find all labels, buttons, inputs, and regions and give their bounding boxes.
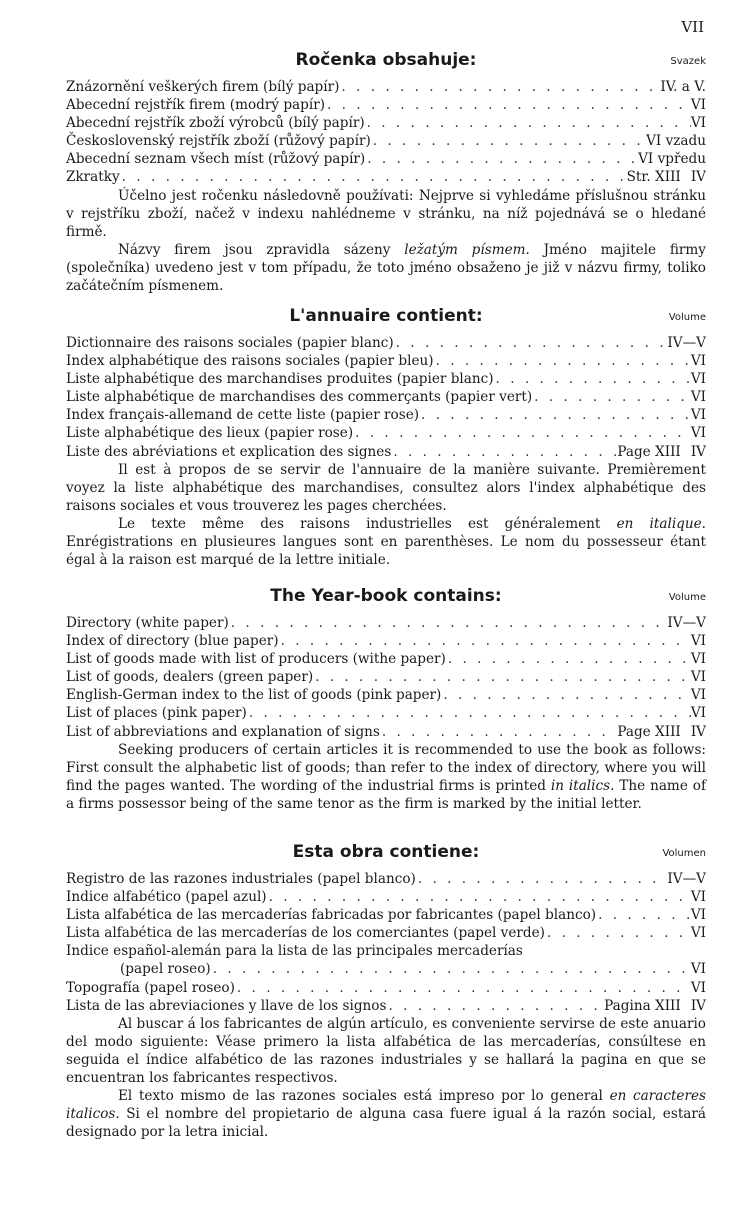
entry-ref: VI vpředu <box>638 151 706 168</box>
volume-label: Svazek <box>670 56 706 67</box>
entry-row <box>66 168 706 186</box>
entry-text: Index of directory (blue paper) <box>66 633 279 650</box>
section-header <box>66 586 706 612</box>
entry-row <box>66 614 706 632</box>
entry-ref: IV <box>690 169 706 186</box>
entry-text: Československý rejstřík zboží (růžový papír) <box>66 133 371 150</box>
entry-ref: VI <box>690 925 706 942</box>
leader-dots <box>386 997 604 1015</box>
entry-list <box>66 870 706 1015</box>
entry-text: Znázornění veškerých firem (bílý papír) <box>66 79 340 95</box>
entry-text: Index alphabétique des raisons sociales (papier bleu) <box>66 353 434 370</box>
entry-ref: VI <box>690 407 706 424</box>
entry-page: Str. XIII <box>626 169 681 186</box>
entry-list <box>66 334 706 461</box>
entry-ref: VI <box>690 907 706 924</box>
entry-row <box>66 723 706 741</box>
leader-dots <box>545 924 691 942</box>
leader-dots <box>365 150 638 168</box>
entry-page: Page XIII <box>617 443 681 460</box>
section-2 <box>66 586 706 813</box>
entry-row <box>66 406 706 424</box>
instruction-paragraph: Il est à propos de se servir de l'annuaire de la manière suivante. Premièrement voyez la liste alphabétique des marchandises, consultez alors l'index alphabétique des raisons sociales et vous trouverez les pages cherchées. <box>66 461 706 514</box>
section-1 <box>66 306 706 569</box>
instruction-paragraph: Le texte même des raisons industrielles est généralement en italique. Enrégistrations en plusieures langues sont en parenthèses. Le nom du possesseur étant égal à la raison est marqué de la lettre initiale. <box>66 515 706 569</box>
entry-list <box>66 614 706 741</box>
entry-text: Liste des abréviations et explication des signes <box>66 443 392 460</box>
leader-dots <box>391 443 617 461</box>
entry-row <box>66 78 706 96</box>
section-title: Esta obra contiene: <box>292 842 480 862</box>
entry-ref: IV—V <box>667 615 706 631</box>
leader-dots <box>380 723 617 741</box>
entry-ref: VI <box>690 97 706 114</box>
entry-row <box>66 114 706 132</box>
leader-dots <box>325 96 691 114</box>
leader-dots <box>434 352 691 370</box>
instruction-paragraph: Názvy firem jsou zpravidla sázeny ležatým písmem. Jméno majitele firmy (společníka) uvedeno jest v tom případu, že toto jméno obsaženo je již v názvu firmy, toliko začátečním písmenem. <box>66 241 706 295</box>
entry-ref: VI <box>690 979 706 996</box>
section-title: Ročenka obsahuje: <box>295 50 477 70</box>
entry-row <box>66 424 706 442</box>
entry-text: List of goods made with list of producers (withe paper) <box>66 651 446 668</box>
entry-text: Index français-allemand de cette liste (papier rose) <box>66 407 420 424</box>
entry-ref: IV <box>690 723 706 740</box>
leader-dots <box>446 650 691 668</box>
entry-text: Indice español-alemán para la lista de las principales mercaderías <box>66 943 523 960</box>
entry-text: Zkratky <box>66 169 120 186</box>
entry-ref: VI <box>690 371 706 388</box>
leader-dots <box>120 168 627 186</box>
entry-row <box>66 924 706 942</box>
section-title: The Year-book contains: <box>270 586 502 606</box>
entry-row <box>66 632 706 650</box>
entry-row <box>66 686 706 704</box>
entry-text: Lista de las abreviaciones y llave de los signos <box>66 997 387 1014</box>
page-number: VII <box>681 18 704 36</box>
leader-dots <box>247 704 691 722</box>
leader-dots <box>365 114 691 132</box>
leader-dots <box>532 388 691 406</box>
section-header <box>66 306 706 332</box>
leader-dots <box>494 370 691 388</box>
entry-text: Liste alphabétique de marchandises des commerçants (papier vert) <box>66 389 533 406</box>
entry-ref: IV <box>690 997 706 1014</box>
entry-text: Directory (white paper) <box>66 615 229 631</box>
entry-text: Topografía (papel roseo) <box>66 979 235 996</box>
leader-dots <box>371 132 646 150</box>
italic-text: en caracteres italicos. <box>66 1088 706 1123</box>
italic-text: in italics. <box>550 777 615 794</box>
volume-label: Volume <box>668 312 706 323</box>
entry-ref: VI <box>690 651 706 668</box>
entry-ref: VI vzadu <box>646 133 706 150</box>
entry-row <box>66 668 706 686</box>
leader-dots <box>441 686 690 704</box>
entry-row <box>66 870 706 888</box>
entry-row <box>66 388 706 406</box>
leader-dots <box>419 406 691 424</box>
section-header <box>66 842 706 868</box>
entry-page: Page XIII <box>617 723 681 740</box>
entry-row <box>66 704 706 722</box>
entry-ref: VI <box>690 687 706 704</box>
leader-dots <box>394 334 668 352</box>
leader-dots <box>596 906 691 924</box>
leader-dots <box>416 870 668 888</box>
entry-ref: VI <box>690 425 706 442</box>
entry-row <box>66 997 706 1015</box>
entry-text: Liste alphabétique des lieux (papier rose) <box>66 425 354 442</box>
entry-ref: VI <box>690 115 706 132</box>
entry-row <box>66 150 706 168</box>
instruction-paragraph: Al buscar á los fabricantes de algún artículo, es conveniente servirse de este anuario del modo siguiente: Véase primero la lista alfabética de las mercaderías, consúltese en seguida el índice alfabético de las razones industriales y se hallará la pagina en que se encuentran los fabricantes respectivos. <box>66 1015 706 1087</box>
entry-ref: VI <box>690 353 706 370</box>
leader-dots <box>353 424 691 442</box>
entry-text: Dictionnaire des raisons sociales (papier blanc) <box>66 335 394 351</box>
volume-label: Volume <box>668 592 706 603</box>
entry-text: Lista alfabética de las mercaderías fabricadas por fabricantes (papel blanco) <box>66 907 597 924</box>
entry-text: List of abbreviations and explanation of signs <box>66 723 380 740</box>
entry-row <box>66 352 706 370</box>
entry-ref: IV. a V. <box>660 79 706 95</box>
entry-ref: VI <box>690 389 706 406</box>
leader-dots <box>211 960 691 978</box>
entry-text: (papel roseo) <box>120 961 211 978</box>
entry-ref: IV—V <box>667 335 706 351</box>
entry-text: Abecední rejstřík zboží výrobců (bílý papír) <box>66 115 365 132</box>
entry-text: Abecední rejstřík firem (modrý papír) <box>66 97 326 114</box>
entry-ref: VI <box>690 889 706 906</box>
entry-row <box>66 132 706 150</box>
section-3 <box>66 842 706 1141</box>
entry-text: Registro de las razones industriales (papel blanco) <box>66 871 416 887</box>
entry-row <box>66 906 706 924</box>
leader-dots <box>229 614 668 632</box>
entry-ref: VI <box>690 633 706 650</box>
entry-row <box>66 942 706 960</box>
entry-row <box>66 443 706 461</box>
entry-row <box>66 888 706 906</box>
entry-text: Lista alfabética de las mercaderías de los comerciantes (papel verde) <box>66 925 545 942</box>
entry-list <box>66 78 706 187</box>
entry-text: English-German index to the list of goods (pink paper) <box>66 687 442 704</box>
entry-text: List of places (pink paper) <box>66 705 247 722</box>
entry-row <box>66 960 706 978</box>
entry-text: Abecední seznam všech míst (růžový papír) <box>66 151 366 168</box>
entry-text: Indice alfabético (papel azul) <box>66 889 267 906</box>
leader-dots <box>235 979 691 997</box>
entry-row <box>66 979 706 997</box>
entry-ref: IV <box>690 443 706 460</box>
leader-dots <box>279 632 691 650</box>
entry-ref: IV—V <box>667 871 706 887</box>
leader-dots <box>313 668 691 686</box>
entry-row <box>66 334 706 352</box>
volume-label: Volumen <box>662 848 706 859</box>
entry-row <box>66 650 706 668</box>
entry-row <box>66 370 706 388</box>
entry-ref: VI <box>690 705 706 722</box>
italic-text: ležatým písmem. <box>404 241 530 258</box>
section-header <box>66 50 706 76</box>
entry-text: List of goods, dealers (green paper) <box>66 669 314 686</box>
entry-row <box>66 96 706 114</box>
leader-dots <box>267 888 691 906</box>
instruction-paragraph: El texto mismo de las razones sociales está impreso por lo general en caracteres italicos. Si el nombre del propietario de alguna casa fuere igual á la razón social, estará designado por la letra inicial. <box>66 1088 706 1141</box>
entry-ref: VI <box>690 961 706 978</box>
italic-text: en italique. <box>616 515 706 532</box>
entry-page: Pagina XIII <box>604 997 681 1014</box>
section-0 <box>66 50 706 295</box>
instruction-paragraph: Seeking producers of certain articles it is recommended to use the book as follows: First consult the alphabetic list of goods; than refer to the index of directory, where you will find the pages wanted. The wording of the industrial firms is printed in italics. The name of a firms possessor being of the same tenor as the firm is marked by the initial letter. <box>66 741 706 812</box>
leader-dots <box>339 78 660 96</box>
instruction-paragraph: Účelno jest ročenku následovně používati: Nejprve si vyhledáme příslušnou stránku v rejstříku zboží, načež v indexu nahlédneme v stránku, na níž pojednává se o hledané firmě. <box>66 187 706 240</box>
entry-text: Liste alphabétique des marchandises produites (papier blanc) <box>66 371 494 388</box>
entry-ref: VI <box>690 669 706 686</box>
section-title: L'annuaire contient: <box>289 306 483 326</box>
